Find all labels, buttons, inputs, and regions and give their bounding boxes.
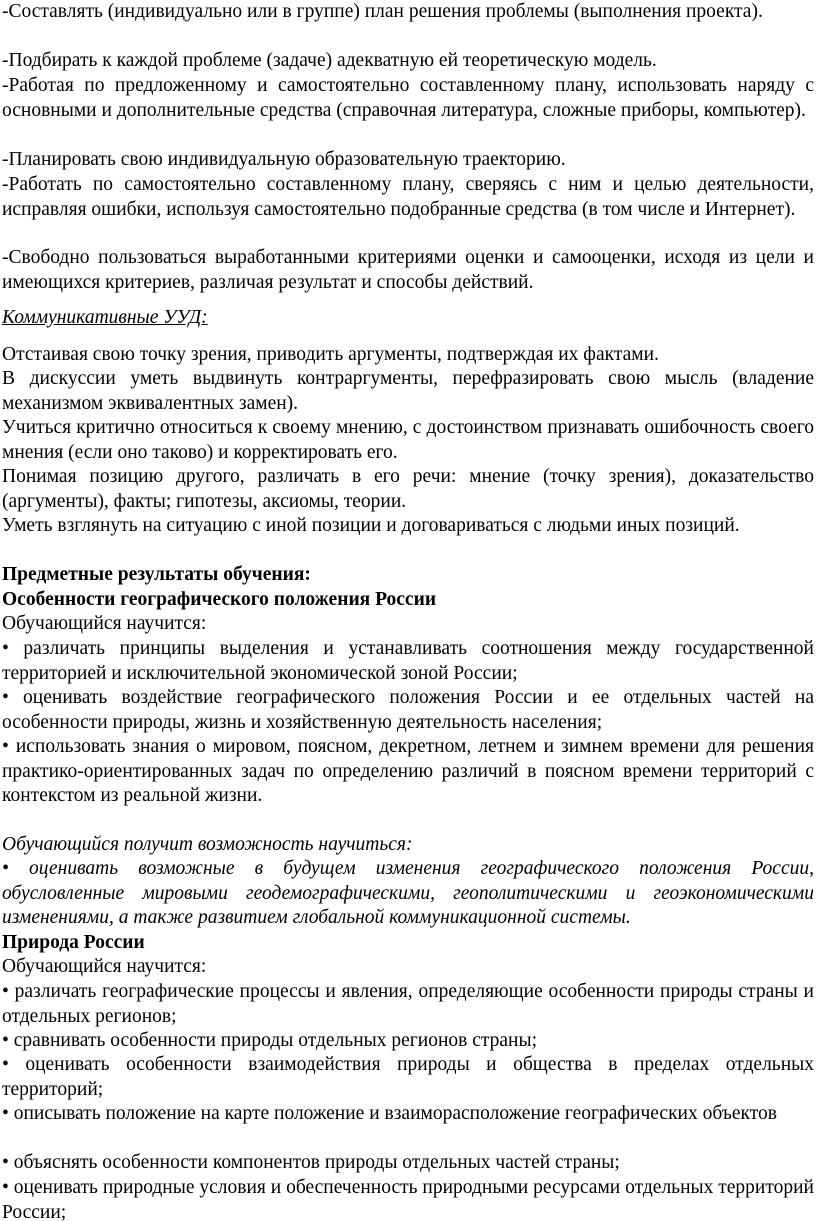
intro-item-1: -Составлять (индивидуально или в группе) план решения проблемы (выполнения проекта). <box>2 1 763 22</box>
nature-heading: Природа России <box>2 932 145 953</box>
communicative-item-1: Отстаивая свою точку зрения, приводить аргументы, подтверждая их фактами. <box>2 344 659 365</box>
nature-item-3: • оценивать особенности взаимодействия природы и общества в пределах отдельных территорий; <box>2 1054 814 1100</box>
nature-item-5: • объяснять особенности компонентов природы отдельных частей страны; <box>2 1152 620 1173</box>
communicative-item-5: Уметь взглянуть на ситуацию с иной позиции и договариваться с людьми иных позиций. <box>2 515 740 536</box>
geo-position-learns-label: Обучающийся научится: <box>2 613 207 634</box>
communicative-item-3: Учиться критично относиться к своему мнению, с достоинством признавать ошибочность своего мнения (если оно таково) и корректировать его. <box>2 417 814 463</box>
geo-position-heading: Особенности географического положения России <box>2 589 437 610</box>
communicative-item-4: Понимая позицию другого, различать в его речи: мнение (точку зрения), доказательство (аргументы), факты; гипотезы, аксиомы, теории. <box>2 466 814 512</box>
intro-item-6: -Свободно пользоваться выработанными критериями оценки и самооценки, исходя из цели и имеющихся критериев, различая результат и способы действий. <box>2 247 814 293</box>
geo-position-opportunity-label: Обучающийся получит возможность научиться: <box>2 834 413 855</box>
nature-item-4: • описывать положение на карте положение и взаиморасположение географических объектов <box>2 1103 777 1124</box>
intro-item-3: -Работая по предложенному и самостоятельно составленному плану, использовать наряду с основными и дополнительные средства (справочная литература, сложные приборы, компьютер). <box>2 75 814 121</box>
geo-position-opportunity-item-1: • оценивать возможные в будущем изменения географического положения России, обусловленные мировыми геодемографическими, геополитическими и геоэкономическими изменениями, а также развитием глобальной коммуникационной системы. <box>2 858 814 929</box>
nature-item-6: • оценивать природные условия и обеспеченность природными ресурсами отдельных территорий России; <box>2 1177 814 1221</box>
nature-item-2: • сравнивать особенности природы отдельных регионов страны; <box>2 1030 537 1051</box>
geo-position-item-1: • различать принципы выделения и устанавливать соотношения между государственной территорией и исключительной экономической зоной России; <box>2 638 814 684</box>
geo-position-item-2: • оценивать воздействие географического положения России и ее отдельных частей на особенности природы, жизнь и хозяйственную деятельность населения; <box>2 687 814 733</box>
intro-item-4: -Планировать свою индивидуальную образовательную траекторию. <box>2 149 566 170</box>
communicative-item-2: В дискуссии уметь выдвинуть контраргументы, перефразировать свою мысль (владение механизмом эквивалентных замен). <box>2 368 814 414</box>
nature-item-1: • различать географические процессы и явления, определяющие особенности природы страны и отдельных регионов; <box>2 981 814 1027</box>
intro-item-5: -Работать по самостоятельно составленному плану, сверяясь с ним и целью деятельности, исправляя ошибки, используя самостоятельно подобранные средства (в том числе и Интернет). <box>2 174 814 220</box>
nature-learns-label: Обучающийся научится: <box>2 956 207 977</box>
geo-position-item-3: • использовать знания о мировом, поясном, декретном, летнем и зимнем времени для решения практико-ориентированных задач по определению различий в поясном времени территорий с контекстом из реальной жизни. <box>2 736 814 807</box>
subject-results-heading: Предметные результаты обучения: <box>2 564 311 585</box>
communicative-heading: Коммуникативные УУД: <box>2 307 208 328</box>
intro-item-2: -Подбирать к каждой проблеме (задаче) адекватную ей теоретическую модель. <box>2 50 657 71</box>
